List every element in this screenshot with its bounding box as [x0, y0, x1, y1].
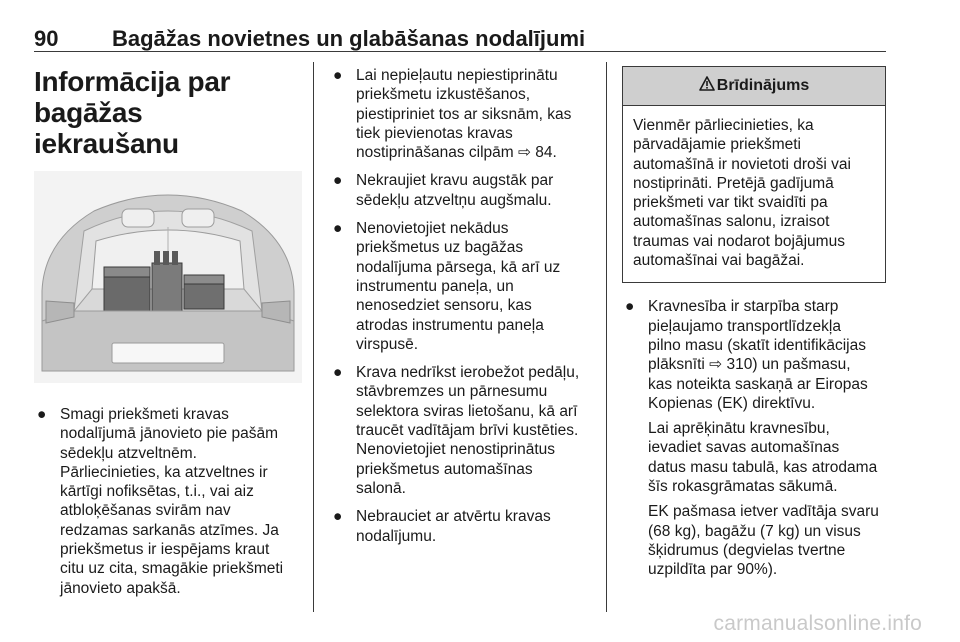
warning-header	[623, 67, 885, 106]
page-number: 90	[34, 26, 59, 51]
bullet-marker: ●	[333, 220, 343, 238]
column-divider-left	[313, 62, 314, 612]
list-item: ● Kravnesība ir starpība starp pieļaujamo transportlīdzekļa pilno masu (skatīt identifikācijas plāksnīti ⇨ 310) un pašmasu, kas noteikta saskaņā ar Eiropas Kopienas (EK) direktīvu. Lai aprēķinātu kravnesību, ievadiet savas automašīnas datus masu tabulā, kas atrodama šīs rokasgrāmatas sākumā. EK pašmasa ietver vadītāja svaru (68 kg), bagāžu (7 kg) un visus šķidrumus (degvielas tvertne uzpildīta par 90%).	[622, 297, 886, 579]
paragraph: EK pašmasa ietver vadītāja svaru (68 kg), bagāžu (7 kg) un visus šķidrumus (degvielas tvertne uzpildīta par 90%).	[648, 503, 879, 579]
page-header	[34, 26, 886, 54]
warning-text: Vienmēr pārliecinieties, ka pārvadājamie priekšmeti automašīnā ir novietoti droši vai nostiprināti. Pretējā gadījumā priekšmeti var tikt svaidīti pa automašīnas salonu, izraisot traumas vai nodarot bojājumus automašīnai vai bagāžai.	[633, 117, 851, 270]
header-divider	[34, 51, 886, 52]
list-item: ● Nekraujiet kravu augstāk par sēdekļu atzveltņu augšmalu.	[333, 172, 554, 209]
paragraph: Lai aprēķinātu kravnesību, ievadiet savas automašīnas datus masu tabulā, kas atrodama šīs rokasgrāmatas sākumā.	[648, 420, 878, 496]
list-item: ● Nenovietojiet nekādus priekšmetus uz bagāžas nodalījuma pārsega, kā arī uz instrumentu paneļa, un nenosedziet sensoru, kas atrodas instrumentu paneļa virspusē.	[333, 220, 561, 353]
section-title: Informācija par bagāžas iekraušanu	[34, 66, 231, 159]
bullet-marker: ●	[625, 298, 635, 316]
list-item: ● Krava nedrīkst ierobežot pedāļu, stāvbremzes un pārnesumu selektora sviras lietošanu, kā arī traucēt vadītājam brīvi kustēties. Nenovietojiet nenostiprinātus priekšmetus automašīnas salonā.	[333, 364, 580, 497]
col2-bullet-list	[330, 66, 592, 546]
bullet-marker: ●	[333, 364, 343, 382]
bullet-marker: ●	[333, 67, 343, 84]
column-divider-right	[606, 62, 607, 612]
bullet-marker: ●	[333, 172, 343, 190]
col1-bullet-list	[34, 405, 302, 598]
list-item: ● Lai nepieļautu nepiestiprinātu priekšmetu izkustēšanos, piestipriniet tos ar siksnām, kas tiek pievienotas kravas nostiprināšanas cilpām ⇨ 84.	[333, 67, 572, 162]
list-item: ● Nebrauciet ar atvērtu kravas nodalījumu.	[333, 508, 551, 545]
column-1	[34, 66, 302, 607]
cross-reference[interactable]: nostiprināšanas cilpām ⇨ 84.	[356, 144, 557, 162]
warning-box	[622, 66, 886, 283]
column-2	[330, 66, 592, 555]
list-item: ● Smagi priekšmeti kravas nodalījumā jānovieto pie pašām sēdekļu atzveltnēm. Pārliecinieties, ka atzveltnes ir kārtīgi nofiksētas, t.i., vai aiz atbloķēšanas svirām nav redzamas sarkanās atzīmes. Ja priekšmetus ir iespējams kraut citu uz cita, smagākie priekšmeti jānovieto apakšā.	[37, 406, 284, 597]
col3-bullet-list	[622, 297, 886, 579]
luggage-loading-illustration	[34, 171, 302, 383]
column-3	[622, 66, 886, 589]
warning-title: Brīdinājums	[716, 77, 810, 94]
car-trunk-drawing	[34, 171, 302, 383]
bullet-marker: ●	[333, 508, 343, 526]
bullet-marker: ●	[37, 406, 47, 423]
watermark: carmanualsonline.info	[713, 612, 922, 635]
running-title: Bagāžas novietnes un glabāšanas nodalījumi	[112, 26, 586, 51]
cross-reference[interactable]: plāksnīti ⇨ 310) un pašmasu,	[648, 356, 851, 374]
warning-triangle-icon	[699, 76, 715, 96]
